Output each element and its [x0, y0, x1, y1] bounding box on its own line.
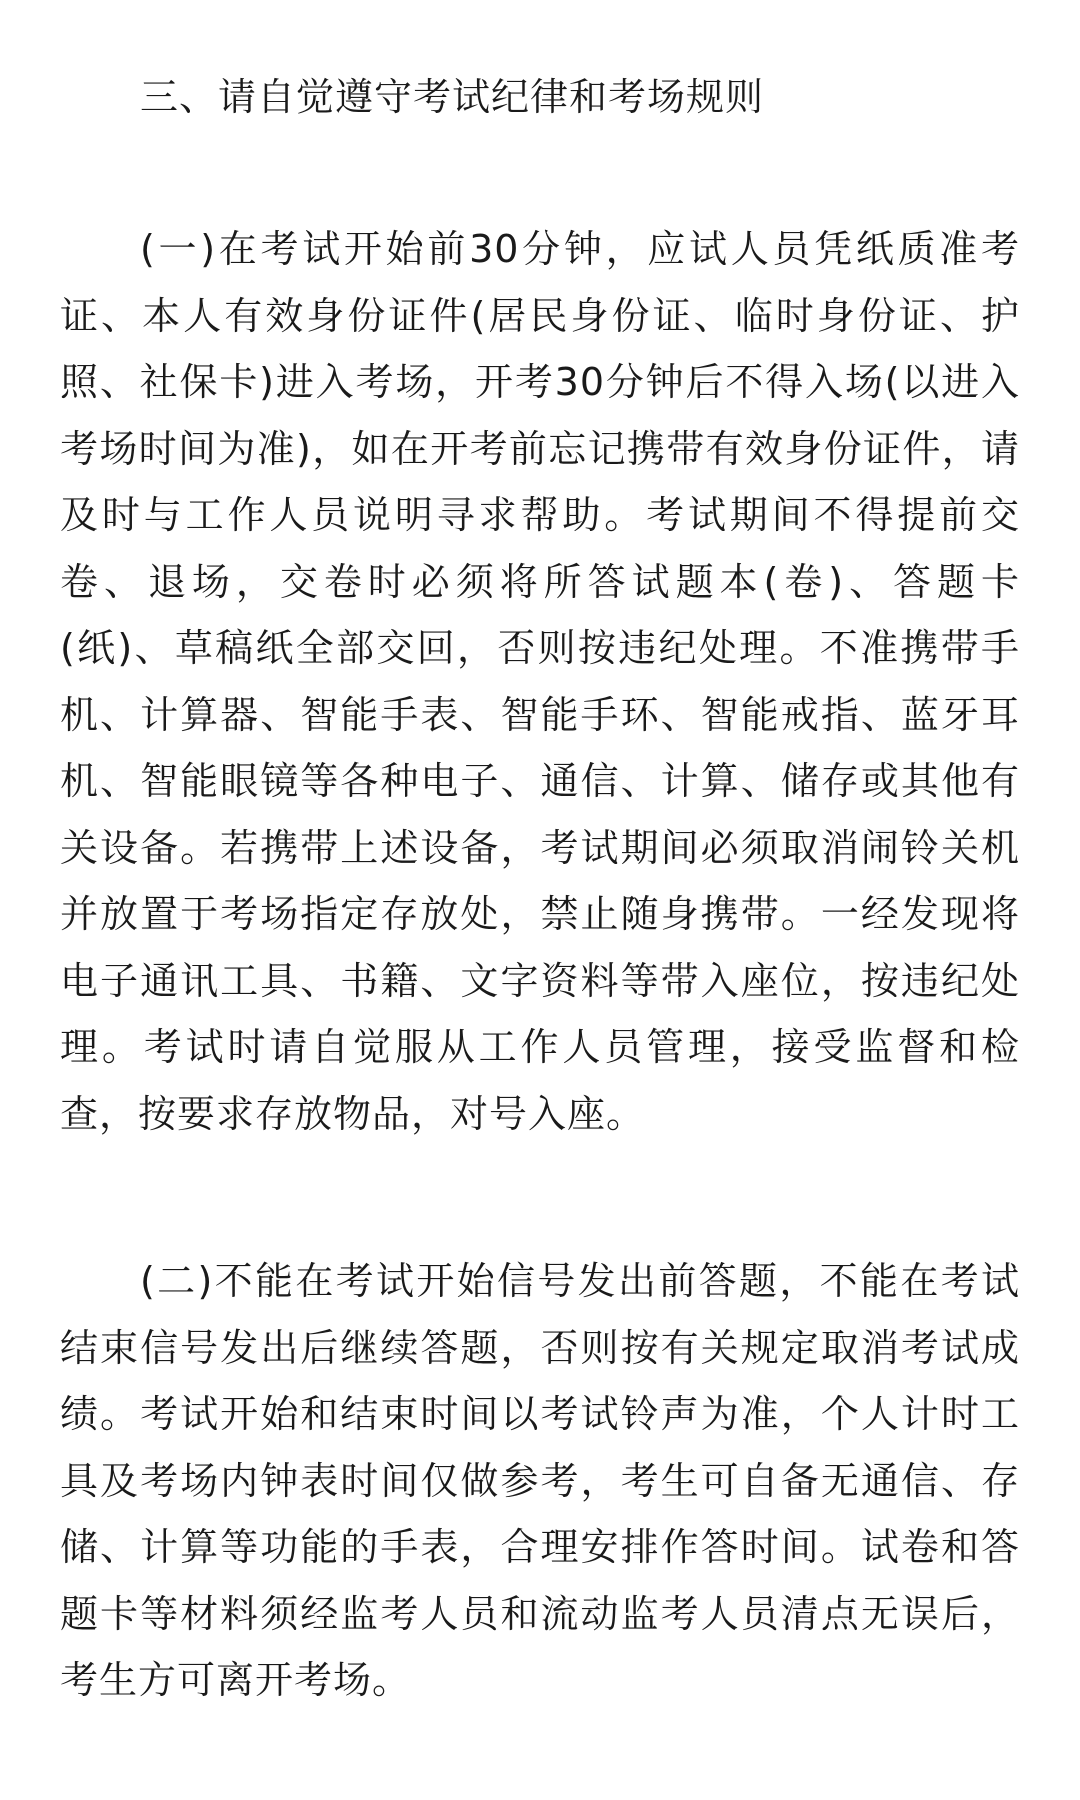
section-heading: 三、请自觉遵守考试纪律和考场规则 — [140, 75, 765, 119]
paragraph-rule-1: (一)在考试开始前30分钟，应试人员凭纸质准考证、本人有效身份证件(居民身份证、临时身份证、护照、社保卡)进入考场，开考30分钟后不得入场(以进入考场时间为准)，如在开考前忘记携带有效身份证件，请及时与工作人员说明寻求帮助。考试期间不得提前交卷、退场，交卷时必须将所答试题本(卷)、答题卡(纸)、草稿纸全部交回，否则按违纪处理。不准携带手机、计算器、智能手表、智能手环、智能戒指、蓝牙耳机、智能眼镜等各种电子、通信、计算、储存或其他有关设备。若携带上述设备，考试期间必须取消闹铃关机并放置于考场指定存放处，禁止随身携带。一经发现将电子通讯工具、书籍、文字资料等带入座位，按违纪处理。考试时请自觉服从工作人员管理，接受监督和检查，按要求存放物品，对号入座。 — [60, 227, 1020, 1136]
paragraph-rule-2: (二)不能在考试开始信号发出前答题，不能在考试结束信号发出后继续答题，否则按有关规定取消考试成绩。考试开始和结束时间以考试铃声为准，个人计时工具及考场内钟表时间仅做参考，考生可自备无通信、存储、计算等功能的手表，合理安排作答时间。试卷和答题卡等材料须经监考人员和流动监考人员清点无误后，考生方可离开考场。 — [60, 1259, 1020, 1702]
